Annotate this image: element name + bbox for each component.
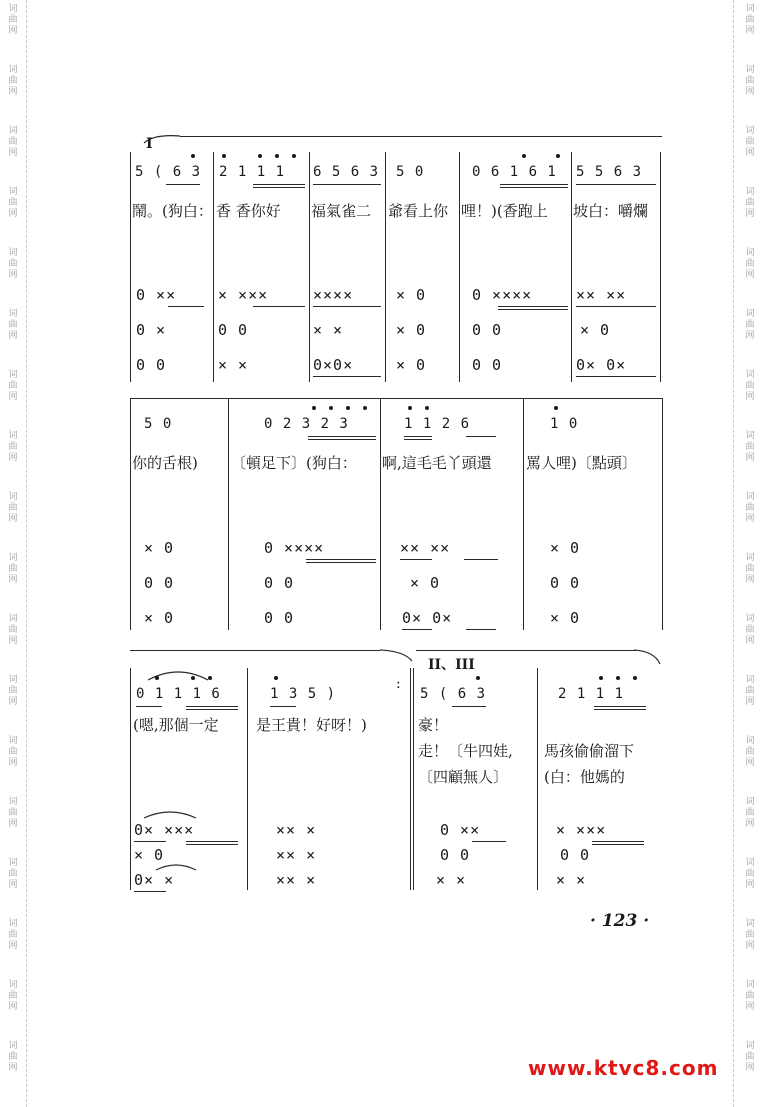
beam xyxy=(452,706,486,707)
percussion-1-measure-3: ×××× xyxy=(313,286,354,304)
lyric-measure-10: 罵人哩)〔點頭〕 xyxy=(526,454,637,472)
octave-dot xyxy=(155,676,159,680)
octave-dot xyxy=(329,406,333,410)
octave-dot xyxy=(258,154,262,158)
melody-measure-10: 1 0 xyxy=(550,416,579,432)
barline xyxy=(130,152,131,382)
watermark-text: 词 曲 网 xyxy=(745,858,755,890)
percussion-3-measure-11: 0× × xyxy=(134,871,175,889)
percussion-1-measure-8: 0 ×××× xyxy=(264,539,325,557)
percussion-2-measure-4: × 0 xyxy=(396,321,427,339)
lyric-measure-3: 福氣雀二 xyxy=(311,202,372,220)
melody-measure-6: 5 5 6 3 xyxy=(576,164,643,180)
beam xyxy=(464,559,498,560)
beam xyxy=(500,187,568,188)
percussion-2-measure-11: × 0 xyxy=(134,846,165,864)
octave-dot xyxy=(616,676,620,680)
octave-dot xyxy=(408,406,412,410)
beam xyxy=(186,844,238,845)
watermark-text: 词 曲 网 xyxy=(745,248,755,280)
percussion-3-measure-12: ×× × xyxy=(276,871,317,889)
beam xyxy=(270,706,296,707)
percussion-1-measure-2: × ××× xyxy=(218,286,269,304)
octave-dot xyxy=(476,676,480,680)
barline xyxy=(380,398,381,630)
octave-dot xyxy=(191,154,195,158)
barline xyxy=(571,152,572,382)
watermark-text: 词 曲 网 xyxy=(745,1041,755,1073)
percussion-2-measure-6: × 0 xyxy=(580,321,611,339)
octave-dot xyxy=(191,676,195,680)
page-number: · 123 · xyxy=(590,911,650,931)
melody-measure-3: 6 5 6 3 xyxy=(313,164,380,180)
watermark-text: 词 曲 网 xyxy=(8,797,18,829)
beam xyxy=(253,184,305,185)
barline xyxy=(662,398,663,630)
section-2-top-rule xyxy=(130,398,662,399)
octave-dot xyxy=(312,406,316,410)
melody-measure-1: 5 ( 6 3 xyxy=(135,164,202,180)
barline xyxy=(523,398,524,630)
lyric-measure-11: (嗯,那個一定 xyxy=(133,716,219,734)
beam xyxy=(404,436,432,437)
watermark-text: 词 曲 网 xyxy=(8,980,18,1012)
barline xyxy=(410,668,411,890)
beam xyxy=(253,306,305,307)
percussion-3-measure-4: × 0 xyxy=(396,356,427,374)
beam xyxy=(308,439,376,440)
watermark-text: 词 曲 网 xyxy=(8,187,18,219)
section-3-bracket-curve-right xyxy=(634,646,664,666)
watermark-text: 词 曲 网 xyxy=(8,919,18,951)
barline xyxy=(537,668,538,890)
section-1-label: I xyxy=(146,136,153,152)
beam xyxy=(592,841,644,842)
percussion-2-measure-2: 0 0 xyxy=(218,321,249,339)
repeat-sign: : xyxy=(396,676,401,692)
section-3-bracket-curve-left xyxy=(380,646,416,662)
section-3-top-rule-right xyxy=(416,650,636,651)
beam xyxy=(404,439,432,440)
percussion-2-measure-8: 0 0 xyxy=(264,574,295,592)
percussion-2-measure-12: ×× × xyxy=(276,846,317,864)
beam xyxy=(253,187,305,188)
watermark-text: 词 曲 网 xyxy=(8,1041,18,1073)
octave-dot xyxy=(208,676,212,680)
watermark-text: 词 曲 网 xyxy=(745,919,755,951)
beam xyxy=(500,184,568,185)
percussion-3-measure-1: 0 0 xyxy=(136,356,167,374)
octave-dot xyxy=(633,676,637,680)
beam xyxy=(498,306,568,307)
beam xyxy=(306,562,376,563)
beam xyxy=(168,306,204,307)
melody-measure-8: 0 2 3 2 3 xyxy=(264,416,349,432)
watermark-text: 词 曲 网 xyxy=(8,4,18,36)
melody-measure-4: 5 0 xyxy=(396,164,425,180)
watermark-text: 词 曲 网 xyxy=(745,187,755,219)
melody-measure-14: 2 1 1 1 xyxy=(558,686,625,702)
percussion-3-measure-5: 0 0 xyxy=(472,356,503,374)
percussion-2-measure-1: 0 × xyxy=(136,321,167,339)
beam xyxy=(186,841,238,842)
octave-dot xyxy=(292,154,296,158)
watermark-text: 词 曲 网 xyxy=(8,248,18,280)
watermark-text: 词 曲 网 xyxy=(745,492,755,524)
percussion-3-measure-6: 0× 0× xyxy=(576,356,627,374)
percussion-2-measure-13: 0 0 xyxy=(440,846,471,864)
octave-dot xyxy=(554,406,558,410)
beam xyxy=(576,306,656,307)
barline xyxy=(247,668,248,890)
section-1-top-rule xyxy=(180,136,662,137)
beam xyxy=(472,841,506,842)
octave-dot xyxy=(522,154,526,158)
lyric-measure-1: 鬧。(狗白： xyxy=(132,202,213,220)
beam xyxy=(592,844,644,845)
beam xyxy=(313,376,381,377)
section-3-label: II、III xyxy=(428,657,475,673)
octave-dot xyxy=(599,676,603,680)
percussion-1-measure-5: 0 ×××× xyxy=(472,286,533,304)
lyric-measure-14-line-3: (白：他媽的 xyxy=(544,768,625,786)
watermark-text: 词 曲 网 xyxy=(8,736,18,768)
melody-measure-12: 1 3 5 ) xyxy=(270,686,337,702)
lyric-measure-2: 香 香你好 xyxy=(216,202,281,220)
lyric-measure-14-line-2: 馬孩偷偷溜下 xyxy=(544,742,635,760)
beam xyxy=(134,891,166,892)
percussion-1-measure-13: 0 ×× xyxy=(440,821,481,839)
percussion-1-measure-4: × 0 xyxy=(396,286,427,304)
barline xyxy=(309,152,310,382)
percussion-3-measure-13: × × xyxy=(436,871,467,889)
barline xyxy=(228,398,229,630)
percussion-3-measure-10: × 0 xyxy=(550,609,581,627)
site-url: www.ktvc8.com xyxy=(528,1056,719,1080)
percussion-1-measure-11: 0× ××× xyxy=(134,821,195,839)
octave-dot xyxy=(363,406,367,410)
percussion-2-measure-10: 0 0 xyxy=(550,574,581,592)
beam xyxy=(134,841,166,842)
beam xyxy=(186,706,238,707)
lyric-measure-5: 哩！)(香跑上 xyxy=(461,202,548,220)
percussion-1-measure-7: × 0 xyxy=(144,539,175,557)
barline xyxy=(130,398,131,630)
watermark-text: 词 曲 网 xyxy=(8,675,18,707)
percussion-2-measure-7: 0 0 xyxy=(144,574,175,592)
percussion-2-measure-9: × 0 xyxy=(410,574,441,592)
percussion-3-measure-14: × × xyxy=(556,871,587,889)
lyric-measure-8: 〔頓足下〕(狗白： xyxy=(231,454,357,472)
lyric-measure-9: 啊,這毛毛丫頭還 xyxy=(382,454,492,472)
barline xyxy=(130,668,131,890)
beam xyxy=(136,706,162,707)
melody-measure-13: 5 ( 6 3 xyxy=(420,686,487,702)
percussion-1-measure-9: ×× ×× xyxy=(400,539,451,557)
slur xyxy=(140,806,200,820)
watermark-text: 词 曲 网 xyxy=(745,309,755,341)
watermark-text: 词 曲 网 xyxy=(745,431,755,463)
watermark-text: 词 曲 网 xyxy=(745,4,755,36)
barline xyxy=(213,152,214,382)
lyric-measure-12: 是王貴！好呀！) xyxy=(256,716,367,734)
percussion-1-measure-1: 0 ×× xyxy=(136,286,177,304)
melody-measure-7: 5 0 xyxy=(144,416,173,432)
watermark-text: 词 曲 网 xyxy=(745,736,755,768)
percussion-1-measure-10: × 0 xyxy=(550,539,581,557)
octave-dot xyxy=(556,154,560,158)
percussion-3-measure-9: 0× 0× xyxy=(402,609,453,627)
watermark-text: 词 曲 网 xyxy=(745,65,755,97)
watermark-text: 词 曲 网 xyxy=(745,370,755,402)
percussion-1-measure-12: ×× × xyxy=(276,821,317,839)
beam xyxy=(186,709,238,710)
watermark-text: 词 曲 网 xyxy=(8,492,18,524)
beam xyxy=(306,559,376,560)
melody-measure-11: 0 1 1 1 6 xyxy=(136,686,221,702)
watermark-text: 词 曲 网 xyxy=(8,553,18,585)
watermark-text: 词 曲 网 xyxy=(745,126,755,158)
beam xyxy=(400,559,432,560)
beam xyxy=(594,706,646,707)
octave-dot xyxy=(222,154,226,158)
octave-dot xyxy=(275,154,279,158)
percussion-2-measure-14: 0 0 xyxy=(560,846,591,864)
beam xyxy=(313,184,381,185)
lyric-measure-13-line-3: 〔四顧無人〕 xyxy=(418,768,509,786)
watermark-text: 词 曲 网 xyxy=(745,553,755,585)
watermark-text: 词 曲 网 xyxy=(8,431,18,463)
lyric-measure-13-line-2: 走！〔牛四娃, xyxy=(418,742,513,760)
percussion-2-measure-5: 0 0 xyxy=(472,321,503,339)
percussion-3-measure-8: 0 0 xyxy=(264,609,295,627)
beam xyxy=(308,436,376,437)
beam xyxy=(498,309,568,310)
beam xyxy=(576,376,656,377)
melody-measure-9: 1 1 2 6 xyxy=(404,416,471,432)
watermark-text: 词 曲 网 xyxy=(745,675,755,707)
beam xyxy=(166,184,200,185)
watermark-text: 词 曲 网 xyxy=(8,858,18,890)
beam xyxy=(466,629,496,630)
octave-dot xyxy=(274,676,278,680)
percussion-3-measure-2: × × xyxy=(218,356,249,374)
watermark-text: 词 曲 网 xyxy=(8,370,18,402)
beam xyxy=(402,629,432,630)
barline xyxy=(660,152,661,382)
barline xyxy=(413,668,414,890)
watermark-text: 词 曲 网 xyxy=(745,797,755,829)
beam xyxy=(313,306,381,307)
beam xyxy=(466,436,496,437)
percussion-1-measure-14: × ××× xyxy=(556,821,607,839)
percussion-3-measure-3: 0×0× xyxy=(313,356,354,374)
beam xyxy=(594,709,646,710)
octave-dot xyxy=(346,406,350,410)
percussion-3-measure-7: × 0 xyxy=(144,609,175,627)
percussion-2-measure-3: × × xyxy=(313,321,344,339)
lyric-measure-13: 豪！ xyxy=(418,716,449,734)
watermark-text: 词 曲 网 xyxy=(8,309,18,341)
barline xyxy=(385,152,386,382)
watermark-text: 词 曲 网 xyxy=(745,614,755,646)
lyric-measure-4: 爺看上你 xyxy=(388,202,449,220)
watermark-text: 词 曲 网 xyxy=(8,126,18,158)
beam xyxy=(576,184,656,185)
percussion-1-measure-6: ×× ×× xyxy=(576,286,627,304)
melody-measure-2: 2 1 1 1 xyxy=(219,164,286,180)
section-3-top-rule-left xyxy=(130,650,380,651)
melody-measure-5: 0 6 1 6 1 xyxy=(472,164,557,180)
octave-dot xyxy=(425,406,429,410)
barline xyxy=(459,152,460,382)
lyric-measure-6: 坡白：嚼爛 xyxy=(573,202,649,220)
watermark-text: 词 曲 网 xyxy=(8,65,18,97)
watermark-text: 词 曲 网 xyxy=(8,614,18,646)
lyric-measure-7: 你的舌根) xyxy=(132,454,198,472)
watermark-text: 词 曲 网 xyxy=(745,980,755,1012)
